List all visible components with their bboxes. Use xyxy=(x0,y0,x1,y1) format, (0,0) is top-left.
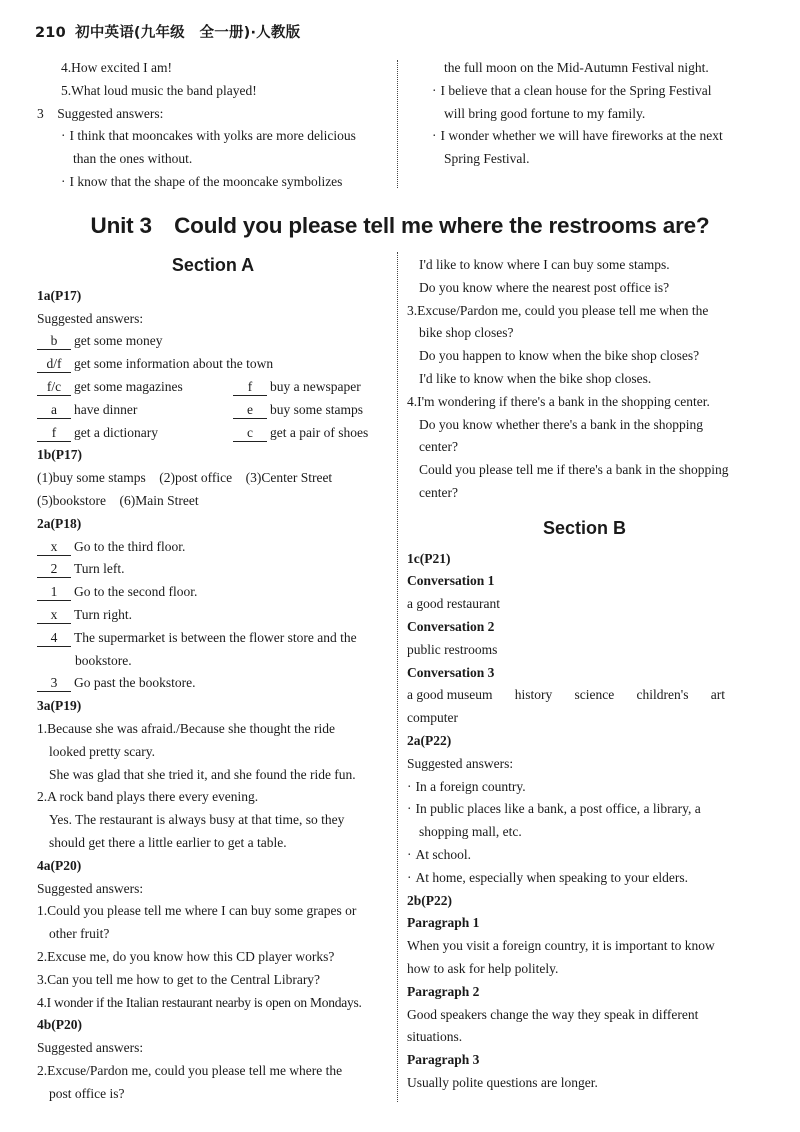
answer-blank: 4 xyxy=(37,629,71,647)
answer-line: · I wonder whether we will have fireworks at the next xyxy=(432,125,762,148)
exercise-heading: 1a(P17) xyxy=(37,287,82,303)
section-b-heading: Section B xyxy=(542,517,626,538)
exercise-heading: 4b(P20) xyxy=(37,1017,82,1033)
answer-word: a good museum xyxy=(407,687,493,703)
exercise-heading: 2a(P22) xyxy=(407,732,452,748)
answer-blank: b xyxy=(37,332,71,350)
answer-line: Do you know where the nearest post office is? xyxy=(419,279,670,295)
exercise-heading: 2a(P18) xyxy=(37,515,82,531)
matching-row xyxy=(37,422,389,445)
answer-line: When you visit a foreign country, it is important to know xyxy=(407,938,715,954)
conversation-heading: Conversation 2 xyxy=(407,618,495,634)
answer-line: 4.How excited I am! xyxy=(61,60,172,75)
item-text: Go to the second floor. xyxy=(74,584,198,600)
answer-line: 3.Can you tell me how to get to the Central Library? xyxy=(37,971,321,987)
answer-line: should get there a little earlier to get a table. xyxy=(49,834,287,850)
paragraph-heading: Paragraph 1 xyxy=(407,915,480,931)
answer-line: public restrooms xyxy=(407,641,498,657)
matching-row xyxy=(37,353,389,376)
answer-line xyxy=(407,684,725,707)
matching-row xyxy=(37,376,389,399)
answer-line: 4.I'm wondering if there's a bank in the shopping center. xyxy=(407,393,710,409)
page-header xyxy=(35,21,300,42)
item-text: buy a newspaper xyxy=(270,378,361,394)
answer-line: other fruit? xyxy=(49,926,110,942)
answer-blank: 2 xyxy=(37,560,71,578)
page-number: 210 xyxy=(35,25,66,41)
answer-word: art xyxy=(710,687,725,703)
ordering-row xyxy=(37,672,389,695)
paragraph-heading: Paragraph 2 xyxy=(407,983,480,999)
item-text: Turn right. xyxy=(74,606,133,622)
suggested-answers-label: Suggested answers: xyxy=(407,755,514,771)
answer-line: · I think that mooncakes with yolks are more delicious xyxy=(37,125,389,148)
answer-line: · In public places like a bank, a post office, a library, a xyxy=(407,798,762,821)
answer-line: the full moon on the Mid-Autumn Festival night. xyxy=(444,60,709,75)
answer-line: Could you please tell me if there's a bank in the shopping xyxy=(419,462,729,478)
ordering-row xyxy=(37,536,389,559)
exercise-heading: 1b(P17) xyxy=(37,447,82,463)
suggested-answers-label: Suggested answers: xyxy=(37,880,144,896)
item-text: get some magazines xyxy=(74,378,183,394)
answer-line: a good restaurant xyxy=(407,596,500,612)
answer-line: shopping mall, etc. xyxy=(419,824,522,840)
section-a-heading: Section A xyxy=(171,255,255,275)
exercise-heading: 4a(P20) xyxy=(37,857,82,873)
conversation-heading: Conversation 1 xyxy=(407,573,495,589)
answer-line: 1.Could you please tell me where I can buy some grapes or xyxy=(37,903,357,919)
top-right-column xyxy=(432,57,762,171)
item-text: Turn left. xyxy=(74,561,125,577)
answer-line: Do you happen to know when the bike shop closes? xyxy=(419,348,700,364)
item-text: The supermarket is between the flower store and the xyxy=(74,629,357,645)
answer-line: how to ask for help politely. xyxy=(407,960,559,976)
answer-blank: x xyxy=(37,538,71,556)
answer-line: computer xyxy=(407,710,458,726)
answer-blank: f xyxy=(233,378,267,396)
answer-line: I'd like to know when the bike shop closes. xyxy=(419,370,652,386)
top-left-column xyxy=(37,57,389,194)
answer-line: will bring good fortune to my family. xyxy=(444,105,646,121)
answer-line: · At school. xyxy=(407,844,762,867)
paragraph-heading: Paragraph 3 xyxy=(407,1052,480,1068)
item-text: buy some stamps xyxy=(270,401,363,417)
item-text: have dinner xyxy=(74,401,138,417)
item-text: Go to the third floor. xyxy=(74,538,186,554)
answer-line: · I believe that a clean house for the Spring Festival xyxy=(432,80,762,103)
answer-blank: 1 xyxy=(37,583,71,601)
answer-blank: e xyxy=(233,401,267,419)
answer-line: 2.A rock band plays there every evening. xyxy=(37,789,259,805)
exercise-heading: 1c(P21) xyxy=(407,550,451,566)
answer-line: Do you know whether there's a bank in the shopping xyxy=(419,416,704,432)
answer-line: 2.Excuse me, do you know how this CD player works? xyxy=(37,948,335,964)
ordering-row xyxy=(37,558,389,581)
answer-line: (1)buy some stamps (2)post office (3)Center Street xyxy=(37,470,333,486)
answer-line: · At home, especially when speaking to your elders. xyxy=(407,867,762,890)
answer-line: post office is? xyxy=(49,1085,125,1101)
ordering-row xyxy=(37,581,389,604)
answer-line: 2.Excuse/Pardon me, could you please tell me where the xyxy=(37,1062,343,1078)
answer-blank: a xyxy=(37,401,71,419)
answer-line: · I know that the shape of the mooncake symbolizes xyxy=(37,171,389,194)
answer-line: situations. xyxy=(407,1029,463,1045)
answer-line: center? xyxy=(419,439,458,455)
suggested-answers-label: 3 Suggested answers: xyxy=(37,105,164,121)
conversation-heading: Conversation 3 xyxy=(407,664,495,680)
answer-line: Good speakers change the way they speak in different xyxy=(407,1006,699,1022)
exercise-heading: 3a(P19) xyxy=(37,698,82,714)
answer-blank: d/f xyxy=(37,355,71,373)
answer-line: · In a foreign country. xyxy=(407,776,762,799)
answer-line: 1.Because she was afraid./Because she thought the ride xyxy=(37,720,336,736)
answer-word: history xyxy=(514,687,553,703)
answer-word: science xyxy=(574,687,615,703)
answer-line: looked pretty scary. xyxy=(49,743,155,759)
answer-line: 3.Excuse/Pardon me, could you please tell me when the xyxy=(407,302,709,318)
ordering-row xyxy=(37,627,389,650)
matching-row xyxy=(37,399,389,422)
answer-blank: x xyxy=(37,606,71,624)
suggested-answers-label: Suggested answers: xyxy=(37,310,144,326)
left-column xyxy=(37,254,389,1105)
answer-blank: f/c xyxy=(37,378,71,396)
column-divider-main xyxy=(397,252,398,1102)
answer-line: Yes. The restaurant is always busy at that time, so they xyxy=(49,812,345,828)
book-title: 初中英语(九年级 全一册)·人教版 xyxy=(75,25,301,41)
answer-line: She was glad that she tried it, and she found the ride fun. xyxy=(49,766,356,782)
answer-blank: f xyxy=(37,424,71,442)
answer-line: 4.I wonder if the Italian restaurant nearby is open on Mondays. xyxy=(37,994,362,1010)
answer-line: 5.What loud music the band played! xyxy=(61,82,257,98)
answer-line: bike shop closes? xyxy=(419,325,514,341)
answer-line: center? xyxy=(419,484,458,500)
ordering-row-continued: bookstore. xyxy=(75,652,132,668)
right-column xyxy=(407,254,762,1095)
item-text: get a dictionary xyxy=(74,424,158,440)
answer-line: Usually polite questions are longer. xyxy=(407,1074,598,1090)
item-text: Go past the bookstore. xyxy=(74,675,196,691)
answer-blank: c xyxy=(233,424,267,442)
item-text: get a pair of shoes xyxy=(270,424,369,440)
item-text: get some information about the town xyxy=(74,356,274,372)
answer-line: than the ones without. xyxy=(73,151,193,167)
column-divider-top xyxy=(397,60,398,188)
answer-line: (5)bookstore (6)Main Street xyxy=(37,492,199,508)
matching-row xyxy=(37,330,389,353)
ordering-row xyxy=(37,604,389,627)
answer-line: I'd like to know where I can buy some stamps. xyxy=(419,257,670,272)
answer-line: Spring Festival. xyxy=(444,151,530,167)
answer-word: children's xyxy=(636,687,689,703)
exercise-heading: 2b(P22) xyxy=(407,892,452,908)
suggested-answers-label: Suggested answers: xyxy=(37,1040,144,1056)
item-text: get some money xyxy=(74,333,163,349)
answer-blank: 3 xyxy=(37,674,71,692)
unit-title: Unit 3 Could you please tell me where the restrooms are? xyxy=(90,213,710,238)
